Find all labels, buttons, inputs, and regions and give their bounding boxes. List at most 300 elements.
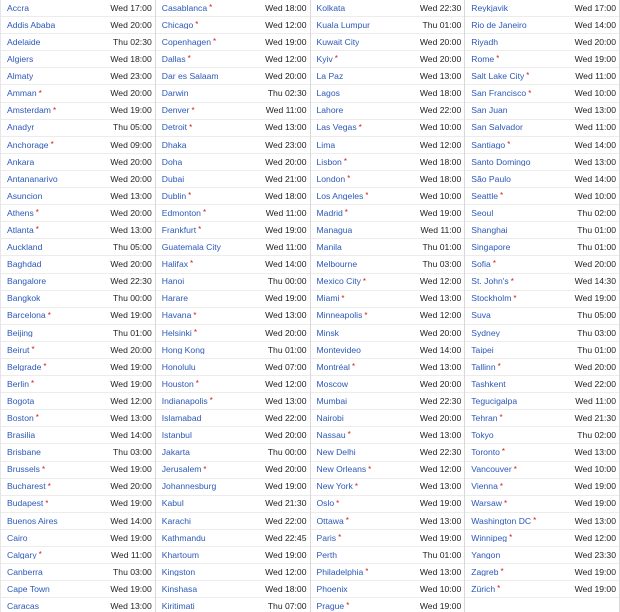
city-cell: [471, 277, 514, 286]
dst-marker: *: [358, 123, 362, 132]
city-link[interactable]: Madrid: [316, 208, 343, 218]
city-cell: [7, 226, 39, 235]
dst-marker: *: [365, 191, 369, 201]
dst-marker: *: [497, 584, 501, 594]
local-time: Wed 20:00: [110, 481, 152, 492]
city-link[interactable]: Caracas: [7, 602, 39, 611]
city-link[interactable]: Atlanta: [7, 225, 34, 235]
city-link[interactable]: Melbourne: [316, 260, 358, 269]
local-time: Wed 17:00: [574, 2, 616, 13]
city-cell: [471, 517, 536, 526]
local-time: Wed 13:00: [110, 601, 152, 612]
city-link[interactable]: Kyiv: [316, 55, 333, 64]
city-row: [156, 530, 310, 547]
city-link[interactable]: Mexico City: [316, 277, 361, 286]
city-cell: [471, 380, 505, 389]
city-cell: [7, 397, 34, 406]
local-time: Thu 02:30: [113, 36, 152, 47]
city-link[interactable]: Jakarta: [161, 448, 190, 457]
city-cell: [162, 209, 206, 218]
city-link[interactable]: San Juan: [471, 106, 508, 115]
city-link[interactable]: Accra: [7, 3, 29, 13]
city-link[interactable]: Zürich: [471, 584, 496, 594]
city-link[interactable]: Havana: [161, 311, 192, 321]
city-link[interactable]: Stockholm: [471, 294, 512, 303]
city-cell: [162, 158, 183, 167]
city-link[interactable]: Auckland: [7, 243, 43, 252]
city-link[interactable]: Mumbai: [316, 396, 348, 406]
local-time: Wed 19:00: [419, 532, 462, 543]
city-link[interactable]: Islamabad: [161, 414, 202, 423]
city-row: [1, 34, 155, 51]
city-cell: [7, 346, 35, 355]
city-row: [156, 0, 310, 17]
city-link[interactable]: Helsinki: [161, 328, 192, 338]
city-cell: [471, 534, 512, 543]
city-cell: [471, 141, 510, 150]
city-link[interactable]: Edmonton: [161, 208, 201, 218]
city-link[interactable]: Honolulu: [161, 362, 196, 372]
dst-marker: *: [195, 20, 199, 30]
city-row: [156, 103, 310, 120]
city-cell: [7, 414, 39, 423]
city-row: [465, 462, 619, 479]
dst-marker: *: [198, 225, 202, 235]
dst-marker: *: [362, 277, 367, 286]
city-link[interactable]: Minneapolis: [316, 311, 363, 321]
city-cell: [317, 209, 348, 218]
city-cell: [162, 482, 216, 491]
city-link[interactable]: Tehran: [471, 414, 498, 423]
city-link[interactable]: Barcelona: [7, 311, 46, 321]
city-row: [465, 444, 619, 461]
local-time: Wed 19:00: [110, 310, 152, 321]
city-link[interactable]: Istanbul: [161, 431, 192, 440]
city-row: [465, 34, 619, 51]
city-link[interactable]: Chicago: [161, 20, 194, 30]
local-time: Wed 12:00: [265, 378, 307, 389]
city-link[interactable]: Sydney: [471, 328, 500, 338]
local-time: Thu 03:00: [113, 447, 152, 458]
local-time: Thu 00:00: [267, 447, 307, 458]
local-time: Wed 11:00: [110, 549, 152, 560]
city-cell: [471, 21, 526, 30]
city-link[interactable]: Baghdad: [7, 260, 42, 269]
city-link[interactable]: Beirut: [7, 345, 30, 355]
local-time: Wed 18:00: [419, 156, 462, 167]
city-cell: [7, 294, 40, 303]
city-link[interactable]: Lisbon: [316, 157, 342, 167]
city-link[interactable]: Shanghai: [471, 225, 508, 235]
city-link[interactable]: Indianapolis: [161, 396, 208, 406]
city-row: [311, 308, 465, 325]
city-link[interactable]: Addis Ababa: [7, 20, 56, 30]
city-row: [311, 154, 465, 171]
city-link[interactable]: Phoenix: [316, 584, 348, 594]
city-link[interactable]: Winnipeg: [471, 533, 508, 543]
local-time: Wed 18:00: [419, 173, 462, 184]
city-cell: [471, 106, 507, 115]
local-time: Wed 19:00: [110, 378, 152, 389]
city-row: [311, 51, 465, 68]
city-link[interactable]: Anadyr: [7, 123, 35, 132]
local-time: Wed 14:00: [110, 515, 152, 526]
city-link[interactable]: Dubai: [161, 174, 185, 184]
city-link[interactable]: New Delhi: [316, 448, 356, 457]
city-link[interactable]: Algiers: [7, 55, 34, 64]
local-time: Wed 19:00: [419, 498, 462, 509]
dst-marker: *: [47, 311, 51, 320]
city-row: [156, 325, 310, 342]
dst-marker: *: [533, 516, 537, 525]
city-link[interactable]: Khartoum: [161, 550, 200, 560]
city-link[interactable]: Montevideo: [316, 345, 361, 355]
local-time: Wed 13:00: [574, 515, 616, 526]
city-link[interactable]: Nassau: [316, 431, 346, 440]
local-time: Wed 11:00: [265, 207, 307, 218]
city-link[interactable]: Frankfurt: [161, 225, 197, 235]
city-link[interactable]: Adelaide: [7, 37, 41, 47]
city-link[interactable]: Sofia: [471, 260, 491, 269]
city-link[interactable]: Lahore: [316, 106, 344, 115]
city-link[interactable]: Hanoi: [161, 277, 185, 286]
city-link[interactable]: Houston: [161, 379, 194, 389]
local-time: Thu 01:00: [113, 327, 152, 338]
city-cell: [162, 123, 192, 132]
city-link[interactable]: Guatemala City: [161, 243, 221, 252]
dst-marker: *: [347, 431, 351, 440]
city-row: [465, 410, 619, 427]
city-link[interactable]: Antananarivo: [7, 174, 58, 184]
city-link[interactable]: Amsterdam: [7, 106, 51, 115]
city-row: [311, 581, 465, 598]
local-time: Wed 19:00: [574, 566, 616, 577]
city-link[interactable]: Las Vegas: [316, 123, 357, 132]
city-link[interactable]: Denver: [161, 106, 190, 115]
city-cell: [7, 568, 43, 577]
city-link[interactable]: Seattle: [471, 191, 499, 201]
city-link[interactable]: Tokyo: [471, 431, 494, 440]
local-time: Thu 01:00: [267, 344, 307, 355]
city-link[interactable]: Taipei: [471, 345, 494, 355]
local-time: Wed 19:00: [265, 36, 307, 47]
city-link[interactable]: Kolkata: [316, 3, 346, 13]
city-row: [1, 68, 155, 85]
city-cell: [471, 311, 491, 320]
city-link[interactable]: Darwin: [161, 89, 189, 98]
city-link[interactable]: São Paulo: [471, 174, 511, 184]
city-link[interactable]: San Francisco: [471, 89, 527, 98]
city-link[interactable]: Salt Lake City: [471, 72, 525, 81]
city-link[interactable]: Zagreb: [471, 567, 499, 577]
city-link[interactable]: Rome: [471, 55, 495, 64]
city-row: [311, 17, 465, 34]
city-link[interactable]: Casablanca: [161, 3, 208, 13]
local-time: Wed 09:00: [110, 139, 152, 150]
city-row: [311, 564, 465, 581]
city-row: [1, 496, 155, 513]
city-cell: [162, 277, 184, 286]
city-cell: [317, 175, 351, 184]
city-link[interactable]: Doha: [161, 157, 183, 167]
city-row: [465, 120, 619, 137]
city-row: [156, 222, 310, 239]
city-cell: [471, 568, 503, 577]
city-row: [156, 342, 310, 359]
local-time: Wed 11:00: [265, 105, 307, 116]
city-link[interactable]: Seoul: [471, 208, 494, 218]
city-link[interactable]: Dublin: [161, 191, 187, 201]
city-link[interactable]: Washington DC: [471, 516, 532, 526]
city-link[interactable]: La Paz: [316, 72, 344, 81]
city-link[interactable]: Miami: [316, 294, 340, 303]
city-link[interactable]: Rio de Janeiro: [471, 20, 527, 30]
city-link[interactable]: Kinshasa: [161, 584, 198, 594]
city-link[interactable]: Kingston: [161, 567, 196, 577]
local-time: Wed 19:00: [574, 293, 616, 304]
city-link[interactable]: Los Angeles: [316, 191, 364, 201]
dst-marker: *: [202, 208, 207, 218]
city-link[interactable]: Perth: [316, 550, 338, 560]
city-link[interactable]: Hong Kong: [161, 345, 205, 355]
local-time: Wed 23:00: [265, 139, 307, 150]
local-time: Wed 19:00: [265, 224, 307, 235]
city-cell: [162, 192, 192, 201]
city-link[interactable]: Dar es Salaam: [161, 72, 219, 81]
city-link[interactable]: Minsk: [316, 328, 339, 338]
city-cell: [471, 192, 503, 201]
city-cell: [162, 414, 202, 423]
city-link[interactable]: Harare: [161, 294, 189, 303]
city-link[interactable]: Philadelphia: [316, 567, 364, 577]
city-link[interactable]: Singapore: [471, 243, 511, 252]
city-link[interactable]: Vancouver: [471, 465, 512, 474]
local-time: Wed 17:00: [110, 2, 152, 13]
city-cell: [471, 4, 508, 13]
city-link[interactable]: Ottawa: [316, 516, 344, 526]
city-link[interactable]: Managua: [316, 225, 353, 235]
city-link[interactable]: New Orleans: [316, 465, 367, 474]
city-link[interactable]: Karachi: [161, 516, 191, 526]
city-row: [465, 359, 619, 376]
city-link[interactable]: Brisbane: [7, 448, 41, 457]
city-link[interactable]: Halifax: [161, 260, 189, 269]
city-link[interactable]: Vienna: [471, 482, 498, 491]
city-link[interactable]: Bucharest: [7, 482, 46, 491]
city-link[interactable]: Oslo: [316, 499, 335, 509]
city-link[interactable]: Johannesburg: [161, 482, 217, 491]
dst-marker: *: [351, 362, 356, 372]
city-cell: [7, 106, 56, 115]
city-row: [1, 308, 155, 325]
city-row: [311, 427, 465, 444]
city-cell: [162, 141, 187, 150]
city-link[interactable]: Santo Domingo: [471, 157, 531, 167]
city-link[interactable]: Santiago: [471, 140, 506, 150]
local-time: Wed 23:30: [574, 549, 616, 560]
city-link[interactable]: Ankara: [7, 157, 35, 167]
city-link[interactable]: San Salvador: [471, 123, 523, 132]
city-row: [465, 325, 619, 342]
city-link[interactable]: Berlin: [7, 379, 29, 389]
city-link[interactable]: Belgrade: [7, 362, 42, 372]
city-link[interactable]: Kabul: [161, 499, 184, 509]
city-link[interactable]: Amman: [7, 89, 37, 98]
city-cell: [471, 397, 517, 406]
local-time: Wed 12:00: [419, 139, 462, 150]
city-link[interactable]: Reykjavik: [471, 3, 509, 13]
dst-marker: *: [341, 294, 345, 303]
city-link[interactable]: Yangon: [471, 550, 501, 560]
local-time: Wed 20:00: [574, 361, 616, 372]
city-row: [465, 308, 619, 325]
city-cell: [317, 499, 340, 508]
city-link[interactable]: London: [316, 174, 346, 184]
local-time: Wed 20:00: [265, 464, 307, 475]
city-link[interactable]: Nairobi: [316, 414, 344, 423]
city-row: [1, 256, 155, 273]
city-link[interactable]: Almaty: [7, 72, 34, 81]
city-link[interactable]: Beijing: [7, 328, 33, 338]
dst-marker: *: [209, 3, 213, 13]
city-link[interactable]: Lagos: [316, 89, 340, 98]
city-row: [156, 581, 310, 598]
city-cell: [317, 89, 340, 98]
city-column: [465, 0, 620, 612]
city-link[interactable]: Bangkok: [7, 294, 41, 303]
city-link[interactable]: St. John's: [471, 277, 509, 286]
local-time: Wed 20:00: [419, 413, 462, 423]
city-cell: [162, 21, 199, 30]
local-time: Wed 20:00: [419, 36, 462, 47]
city-link[interactable]: Buenos Aires: [7, 516, 58, 526]
city-row: [465, 154, 619, 171]
city-row: [465, 291, 619, 308]
city-link[interactable]: Prague: [316, 602, 345, 611]
city-link[interactable]: Athens: [7, 208, 34, 218]
local-time: Wed 19:00: [574, 54, 616, 65]
city-link[interactable]: Jerusalem: [161, 465, 202, 474]
city-row: [1, 530, 155, 547]
city-link[interactable]: Anchorage: [7, 140, 49, 150]
city-row: [311, 103, 465, 120]
city-row: [1, 137, 155, 154]
city-link[interactable]: Tegucigalpa: [471, 396, 518, 406]
city-row: [156, 291, 310, 308]
city-link[interactable]: Boston: [7, 414, 34, 423]
city-link[interactable]: Bogota: [7, 396, 35, 406]
city-link[interactable]: Tallinn: [471, 362, 496, 372]
dst-marker: *: [338, 533, 342, 542]
city-link[interactable]: Dhaka: [161, 140, 187, 150]
city-row: [1, 17, 155, 34]
city-row: [1, 291, 155, 308]
dst-marker: *: [492, 260, 496, 269]
dst-marker: *: [496, 55, 500, 64]
city-link[interactable]: Asuncion: [7, 191, 43, 201]
city-link[interactable]: Kuala Lumpur: [316, 20, 371, 30]
local-time: Thu 02:00: [577, 207, 616, 218]
local-time: Wed 14:00: [110, 430, 152, 441]
local-time: Wed 14:00: [265, 259, 307, 270]
city-link[interactable]: Budapest: [7, 499, 44, 509]
dst-marker: *: [334, 55, 338, 64]
city-cell: [317, 329, 339, 338]
city-link[interactable]: Bangalore: [7, 277, 47, 286]
local-time: Wed 13:00: [419, 361, 462, 372]
city-link[interactable]: Suva: [471, 311, 491, 321]
city-link[interactable]: Canberra: [7, 567, 43, 577]
city-link[interactable]: Kuwait City: [316, 37, 360, 47]
dst-marker: *: [187, 55, 191, 64]
city-link[interactable]: Brussels: [7, 465, 40, 474]
city-cell: [7, 141, 54, 150]
city-row: [465, 171, 619, 188]
city-link[interactable]: Lima: [316, 140, 336, 150]
city-row: [465, 513, 619, 530]
city-link[interactable]: Tashkent: [471, 379, 506, 389]
city-cell: [162, 585, 197, 594]
local-time: Wed 18:00: [265, 2, 307, 13]
city-cell: [317, 431, 351, 440]
city-cell: [471, 363, 501, 372]
city-cell: [162, 226, 202, 235]
city-cell: [317, 38, 360, 47]
city-link[interactable]: Manila: [316, 243, 342, 252]
city-row: [311, 530, 465, 547]
city-cell: [7, 243, 42, 252]
city-link[interactable]: Calgary: [7, 550, 37, 560]
city-cell: [162, 89, 189, 98]
dst-marker: *: [510, 277, 514, 286]
dst-marker: *: [30, 379, 35, 389]
city-row: [156, 154, 310, 171]
city-link[interactable]: Warsaw: [471, 499, 502, 509]
city-link[interactable]: Kathmandu: [161, 533, 206, 543]
city-cell: [317, 226, 353, 235]
city-link[interactable]: Riyadh: [471, 37, 499, 47]
local-time: Wed 12:00: [265, 19, 307, 30]
city-cell: [317, 311, 368, 320]
city-link[interactable]: New York: [316, 482, 353, 491]
city-link[interactable]: Copenhagen: [161, 37, 211, 47]
city-link[interactable]: Kiritimati: [161, 602, 195, 611]
city-link[interactable]: Brasilia: [7, 431, 36, 440]
local-time: Thu 07:00: [267, 601, 307, 612]
city-link[interactable]: Montréal: [316, 362, 350, 372]
city-row: [311, 342, 465, 359]
dst-marker: *: [212, 37, 217, 47]
local-time: Wed 13:00: [419, 481, 462, 492]
city-row: [1, 103, 155, 120]
city-link[interactable]: Cairo: [7, 533, 28, 543]
city-link[interactable]: Moscow: [316, 379, 349, 389]
city-link[interactable]: Cape Town: [7, 584, 50, 594]
city-row: [1, 239, 155, 256]
city-cell: [317, 568, 369, 577]
local-time: Wed 13:00: [419, 515, 462, 526]
city-cell: [317, 192, 369, 201]
city-link[interactable]: Detroit: [161, 123, 188, 132]
city-link[interactable]: Dallas: [161, 55, 186, 64]
city-link[interactable]: Paris: [316, 533, 337, 543]
city-link[interactable]: Toronto: [471, 448, 500, 457]
city-cell: [317, 123, 362, 132]
local-time: Wed 12:00: [110, 395, 152, 406]
city-cell: [471, 346, 493, 355]
dst-marker: *: [499, 414, 503, 423]
city-cell: [317, 158, 347, 167]
